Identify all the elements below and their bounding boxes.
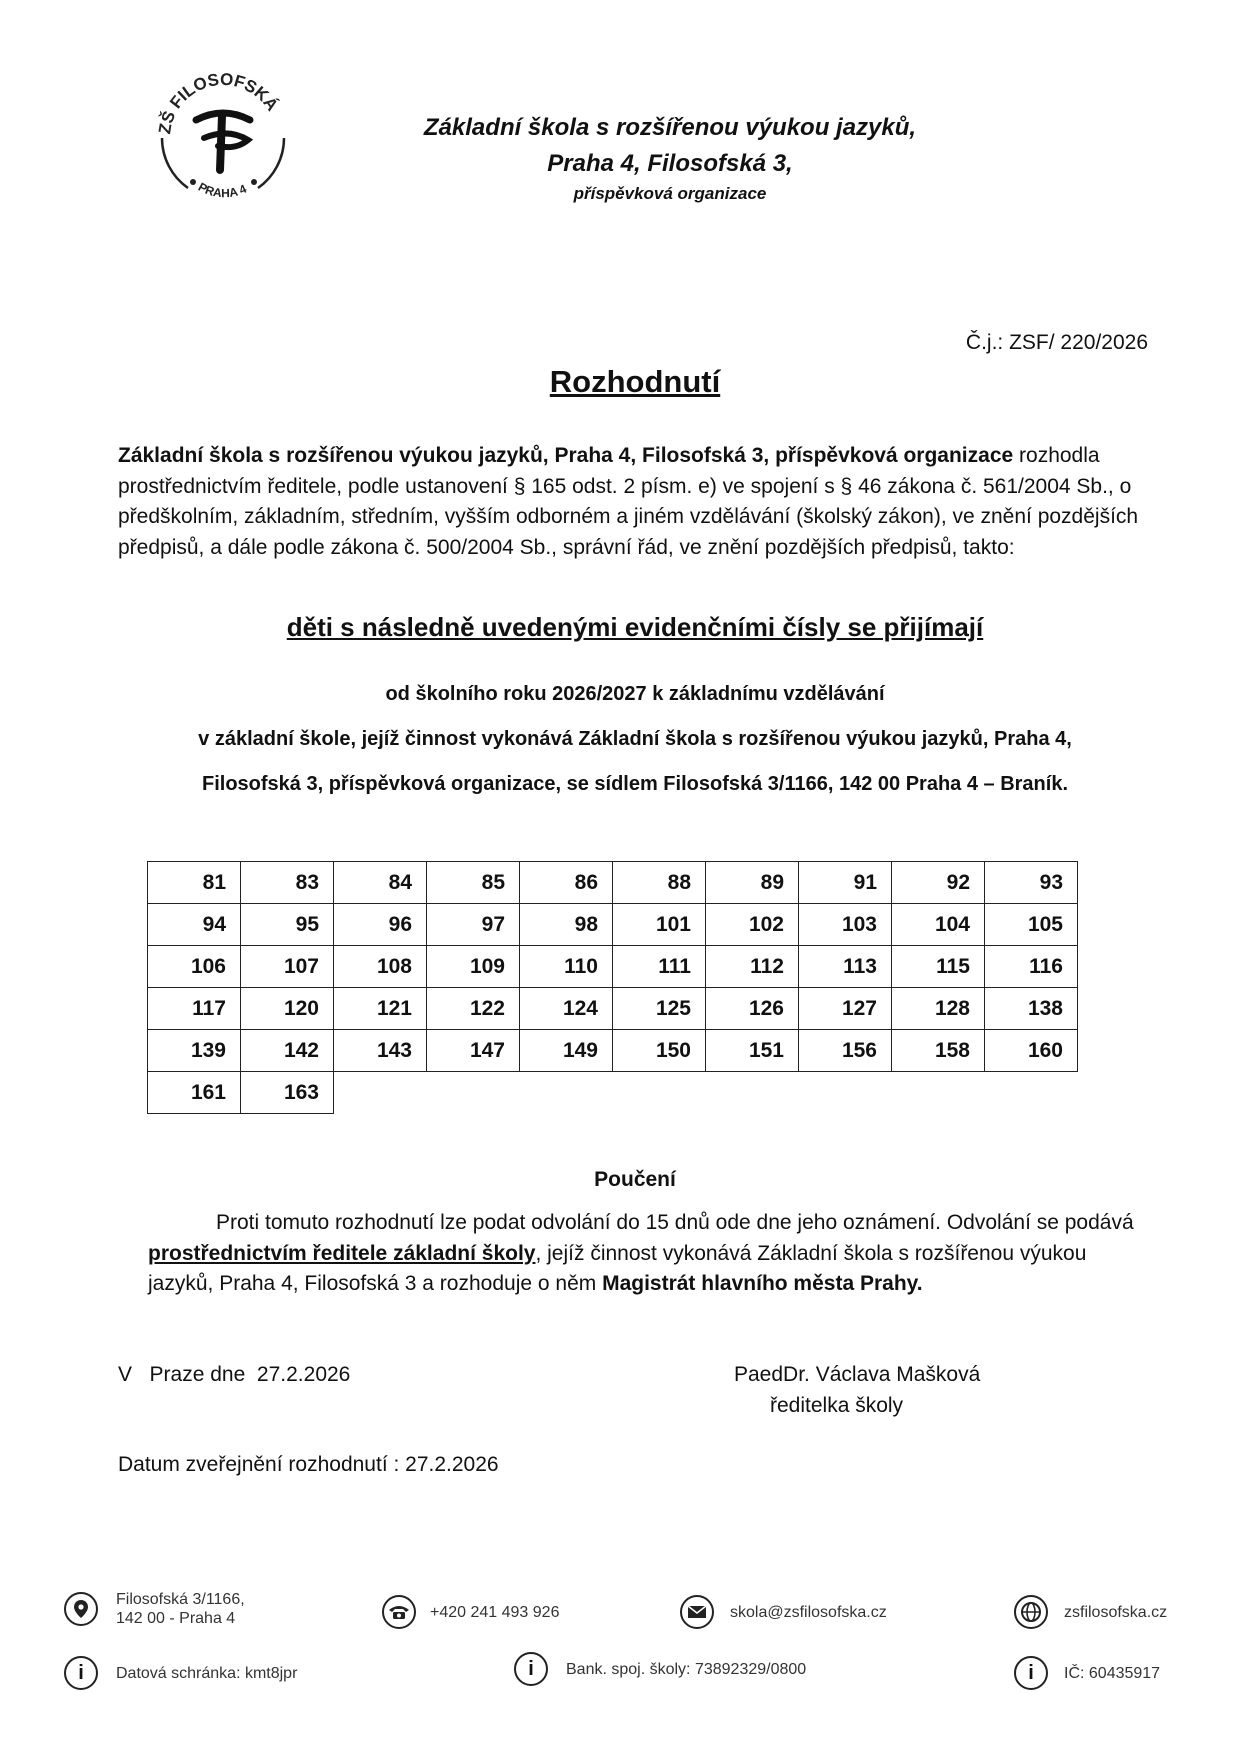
footer-address-line1: Filosofská 3/1166, bbox=[116, 1591, 245, 1608]
logo-text-top: ZŠ FILOSOFSKÁ bbox=[155, 69, 282, 136]
intro-rest: rozhodla prostřednictvím ředitele, podle ustanovení § 165 odst. 2 písm. e) ve spojení s § 46 zákona č. 561/2004 Sb., o předškolním, základním, středním, vyšším odborném a jiném vzdělávání (školský zákon), ve znění pozdějších předpisů, a dále podle zákona č. 500/2004 Sb., správní řád, ve znění pozdějších předpisů, takto: bbox=[118, 444, 1139, 559]
table-row bbox=[148, 904, 1078, 946]
table-cell: 107 bbox=[241, 946, 334, 988]
intro-bold: Základní škola s rozšířenou výukou jazyků, Praha 4, Filosofská 3, příspěvková organizace bbox=[118, 444, 1014, 467]
table-cell: 112 bbox=[706, 946, 799, 988]
table-cell: 122 bbox=[427, 988, 520, 1030]
decision-statement: děti s následně uvedenými evidenčními čísly se přijímají bbox=[286, 612, 984, 642]
footer-databox: Datová schránka: kmt8jpr bbox=[116, 1665, 298, 1682]
table-cell: 158 bbox=[892, 1030, 985, 1072]
table-cell-empty bbox=[706, 1072, 799, 1114]
table-cell-empty bbox=[799, 1072, 892, 1114]
footer-phone: +420 241 493 926 bbox=[430, 1604, 560, 1621]
place-text: Praze dne 27.2.2026 bbox=[149, 1363, 351, 1386]
footer-address bbox=[116, 1590, 245, 1628]
table-cell: 109 bbox=[427, 946, 520, 988]
intro-paragraph bbox=[118, 441, 1148, 563]
instruction-paragraph bbox=[148, 1208, 1138, 1300]
table-cell: 92 bbox=[892, 862, 985, 904]
phone-icon bbox=[382, 1595, 416, 1629]
header-school-address: Praha 4, Filosofská 3, bbox=[547, 150, 793, 177]
signer-role: ředitelka školy bbox=[770, 1394, 904, 1417]
table-cell: 138 bbox=[985, 988, 1078, 1030]
table-cell: 94 bbox=[148, 904, 241, 946]
table-cell: 127 bbox=[799, 988, 892, 1030]
place-and-date bbox=[118, 1363, 350, 1387]
table-cell: 105 bbox=[985, 904, 1078, 946]
table-cell: 103 bbox=[799, 904, 892, 946]
svg-text:PRAHA 4 bbox=[196, 180, 249, 201]
table-cell: 96 bbox=[334, 904, 427, 946]
table-cell: 83 bbox=[241, 862, 334, 904]
place-prefix: V bbox=[118, 1363, 133, 1386]
table-cell: 120 bbox=[241, 988, 334, 1030]
globe-icon bbox=[1014, 1595, 1048, 1629]
header-organization-type: příspěvková organizace bbox=[573, 184, 767, 203]
instruction-part2: , jejíž činnost vykonává Základní škola s rozšířenou výukou jazyků, Praha 4, Filosofská 3 a rozhoduje o něm bbox=[148, 1241, 1087, 1295]
table-cell: 85 bbox=[427, 862, 520, 904]
table-row bbox=[148, 1072, 1078, 1114]
table-cell: 81 bbox=[148, 862, 241, 904]
table-cell: 124 bbox=[520, 988, 613, 1030]
table-cell: 89 bbox=[706, 862, 799, 904]
table-cell: 88 bbox=[613, 862, 706, 904]
footer-ico: IČ: 60435917 bbox=[1064, 1665, 1161, 1682]
table-cell: 106 bbox=[148, 946, 241, 988]
table-row bbox=[148, 946, 1078, 988]
table-row bbox=[148, 862, 1078, 904]
decision-school-line1: v základní škole, jejíž činnost vykonává Základní škola s rozšířenou výukou jazyků, Praha 4, bbox=[198, 728, 1072, 750]
table-cell: 163 bbox=[241, 1072, 334, 1114]
table-cell: 150 bbox=[613, 1030, 706, 1072]
logo-text-bottom: PRAHA 4 bbox=[195, 179, 249, 201]
info-icon: i bbox=[1014, 1656, 1048, 1690]
table-cell: 102 bbox=[706, 904, 799, 946]
footer-address-line2: 142 00 - Praha 4 bbox=[116, 1610, 236, 1627]
table-cell-empty bbox=[892, 1072, 985, 1114]
table-cell: 151 bbox=[706, 1030, 799, 1072]
table-cell: 116 bbox=[985, 946, 1078, 988]
table-cell: 126 bbox=[706, 988, 799, 1030]
table-cell: 128 bbox=[892, 988, 985, 1030]
table-cell: 93 bbox=[985, 862, 1078, 904]
admitted-numbers-table bbox=[147, 861, 1078, 1114]
table-cell: 149 bbox=[520, 1030, 613, 1072]
table-cell: 108 bbox=[334, 946, 427, 988]
table-cell: 125 bbox=[613, 988, 706, 1030]
envelope-icon bbox=[680, 1595, 714, 1629]
publication-date: Datum zveřejnění rozhodnutí : 27.2.2026 bbox=[118, 1453, 499, 1476]
school-logo bbox=[148, 58, 298, 208]
table-cell: 147 bbox=[427, 1030, 520, 1072]
decision-since: od školního roku 2026/2027 k základnímu vzdělávání bbox=[385, 683, 885, 705]
table-cell: 161 bbox=[148, 1072, 241, 1114]
table-cell: 156 bbox=[799, 1030, 892, 1072]
table-cell: 91 bbox=[799, 862, 892, 904]
footer-email: skola@zsfilosofska.cz bbox=[730, 1604, 887, 1621]
footer-web: zsfilosofska.cz bbox=[1064, 1604, 1168, 1621]
instruction-underlined: prostřednictvím ředitele základní školy bbox=[148, 1241, 536, 1265]
table-row bbox=[148, 1030, 1078, 1072]
table-cell-empty bbox=[985, 1072, 1078, 1114]
reference-number: Č.j.: ZSF/ 220/2026 bbox=[965, 331, 1148, 354]
instruction-title: Poučení bbox=[594, 1168, 676, 1191]
table-cell-empty bbox=[613, 1072, 706, 1114]
table-cell: 86 bbox=[520, 862, 613, 904]
info-icon: i bbox=[64, 1656, 98, 1690]
instruction-authority: Magistrát hlavního města Prahy. bbox=[602, 1272, 923, 1295]
table-cell: 121 bbox=[334, 988, 427, 1030]
footer-bank: Bank. spoj. školy: 73892329/0800 bbox=[566, 1661, 807, 1678]
table-cell: 142 bbox=[241, 1030, 334, 1072]
instruction-part1: Proti tomuto rozhodnutí lze podat odvolání do 15 dnů ode dne jeho oznámení. Odvolání se podává bbox=[216, 1211, 1134, 1234]
location-pin-icon bbox=[64, 1592, 98, 1626]
table-row bbox=[148, 988, 1078, 1030]
table-cell: 139 bbox=[148, 1030, 241, 1072]
table-cell: 115 bbox=[892, 946, 985, 988]
table-cell: 97 bbox=[427, 904, 520, 946]
table-cell: 104 bbox=[892, 904, 985, 946]
table-cell: 113 bbox=[799, 946, 892, 988]
table-cell: 101 bbox=[613, 904, 706, 946]
table-cell: 84 bbox=[334, 862, 427, 904]
table-cell: 98 bbox=[520, 904, 613, 946]
table-cell-empty bbox=[334, 1072, 427, 1114]
table-cell: 117 bbox=[148, 988, 241, 1030]
header-school-name: Základní škola s rozšířenou výukou jazyků, bbox=[423, 114, 917, 141]
table-cell: 160 bbox=[985, 1030, 1078, 1072]
info-icon: i bbox=[514, 1652, 548, 1686]
table-cell-empty bbox=[520, 1072, 613, 1114]
page-title: Rozhodnutí bbox=[549, 364, 721, 399]
decision-school-line2: Filosofská 3, příspěvková organizace, se sídlem Filosofská 3/1166, 142 00 Praha 4 – Braník. bbox=[202, 773, 1068, 795]
table-cell: 95 bbox=[241, 904, 334, 946]
table-cell: 110 bbox=[520, 946, 613, 988]
table-cell: 111 bbox=[613, 946, 706, 988]
signer-name: PaedDr. Václava Mašková bbox=[734, 1363, 981, 1386]
table-cell-empty bbox=[427, 1072, 520, 1114]
table-cell: 143 bbox=[334, 1030, 427, 1072]
